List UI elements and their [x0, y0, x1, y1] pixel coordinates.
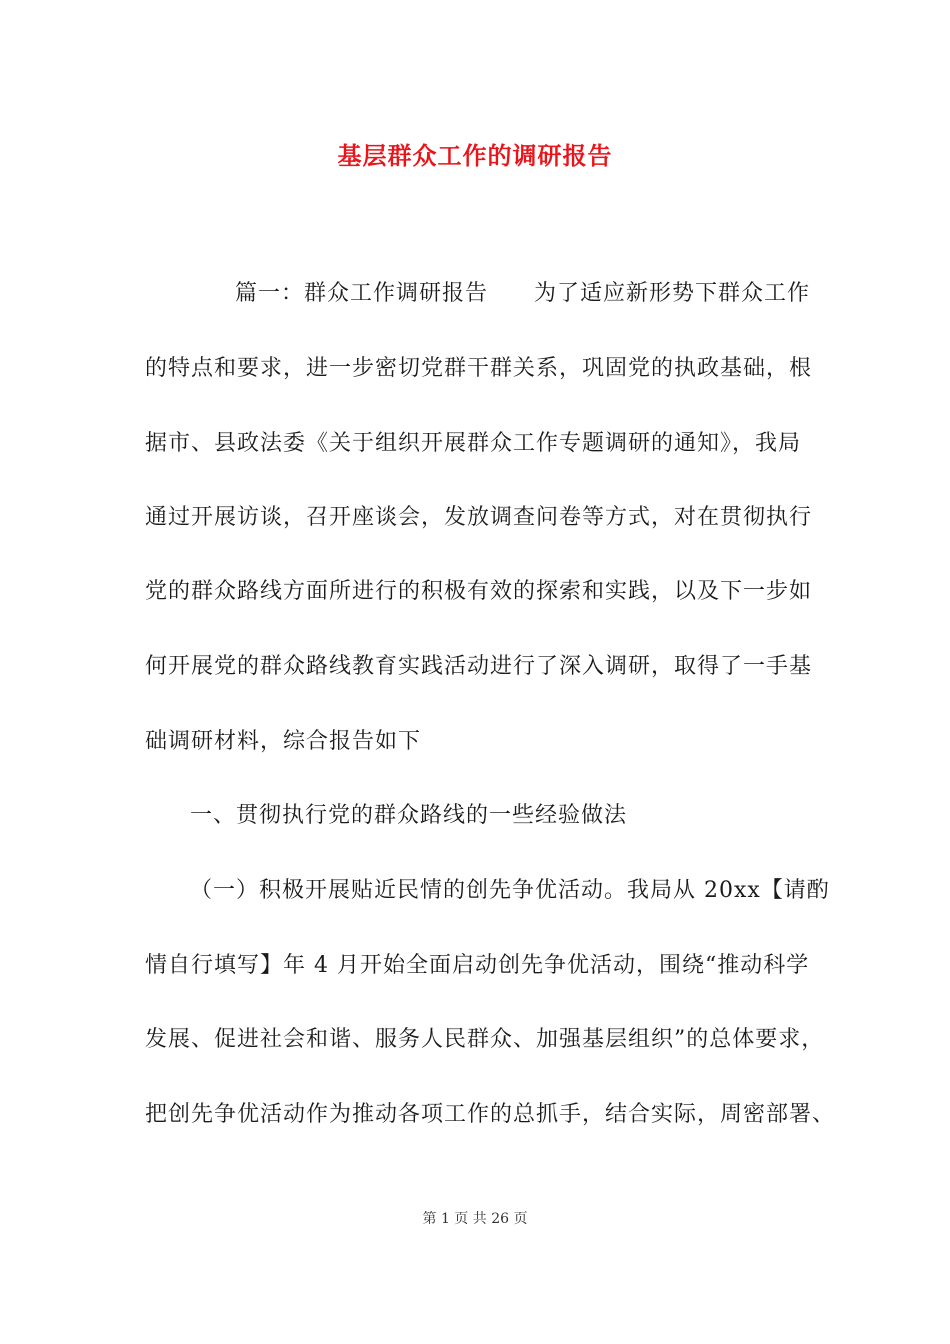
- paragraph-line: 篇一：群众工作调研报告 为了适应新形势下群众工作: [235, 281, 811, 306]
- paragraph-line: （一）积极开展贴近民情的创先争优活动。我局从 20xx【请酌: [190, 878, 830, 903]
- paragraph-line: 发展、促进社会和谐、服务人民群众、加强基层组织”的总体要求，: [145, 1027, 825, 1052]
- paragraph-line: 础调研材料，综合报告如下: [145, 729, 422, 754]
- page-footer: 第 1 页 共 26 页: [422, 1211, 528, 1227]
- paragraph-line: 通过开展访谈，召开座谈会，发放调查问卷等方式，对在贯彻执行: [145, 505, 813, 530]
- paragraph-line: 情自行填写】年 4 月开始全面启动创先争优活动，围绕“推动科学: [145, 953, 810, 978]
- paragraph-line: 的特点和要求，进一步密切党群干群关系，巩固党的执政基础，根: [145, 356, 813, 381]
- paragraph-line: 何开展党的群众路线教育实践活动进行了深入调研，取得了一手基: [145, 654, 813, 679]
- document-title: 基层群众工作的调研报告: [337, 141, 613, 170]
- paragraph-line: 党的群众路线方面所进行的积极有效的探索和实践，以及下一步如: [145, 579, 813, 604]
- section-heading: 一、贯彻执行党的群众路线的一些经验做法: [190, 803, 628, 828]
- paragraph-line: 据市、县政法委《关于组织开展群众工作专题调研的通知》，我局: [145, 431, 802, 456]
- paragraph-line: 把创先争优活动作为推动各项工作的总抓手，结合实际，周密部署、: [145, 1102, 836, 1127]
